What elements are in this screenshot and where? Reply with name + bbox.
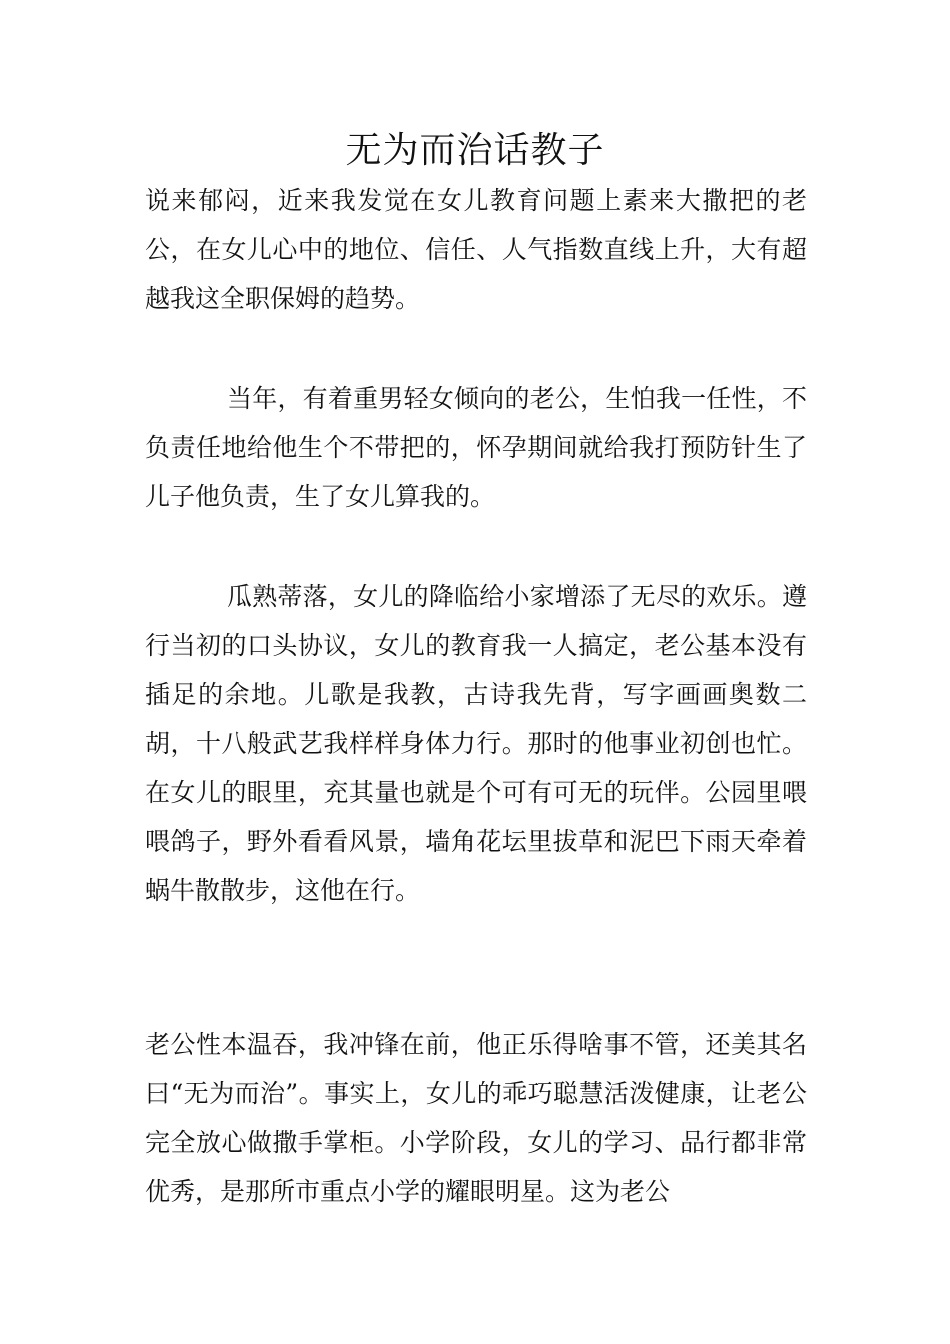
document-title: 无为而治话教子 (345, 130, 605, 171)
paragraph-1: 说来郁闷，近来我发觉在女儿教育问题上素来大撒把的老公，在女儿心中的地位、信任、人气指数直线上升，大有超越我这全职保姆的趋势。 (145, 186, 807, 313)
paragraph-4: 老公性本温吞，我冲锋在前，他正乐得啥事不管，还美其名曰“无为而治”。事实上，女儿的乖巧聪慧活泼健康，让老公完全放心做撒手掌柜。小学阶段，女儿的学习、品行都非常优秀，是那所市重点小学的耀眼明星。这为老公 (145, 1030, 807, 1206)
paragraph-3: 瓜熟蒂落，女儿的降临给小家增添了无尽的欢乐。遵行当初的口头协议，女儿的教育我一人搞定，老公基本没有插足的余地。儿歌是我教，古诗我先背，写字画画奥数二胡，十八般武艺我样样身体力行。那时的他事业初创也忙。在女儿的眼里，充其量也就是个可有可无的玩伴。公园里喂喂鸽子，野外看看风景，墙角花坛里拔草和泥巴下雨天牵着蜗牛散散步，这他在行。 (145, 582, 807, 905)
paragraph-2: 当年，有着重男轻女倾向的老公，生怕我一任性，不负责任地给他生个不带把的，怀孕期间就给我打预防针生了儿子他负责，生了女儿算我的。 (145, 384, 807, 511)
